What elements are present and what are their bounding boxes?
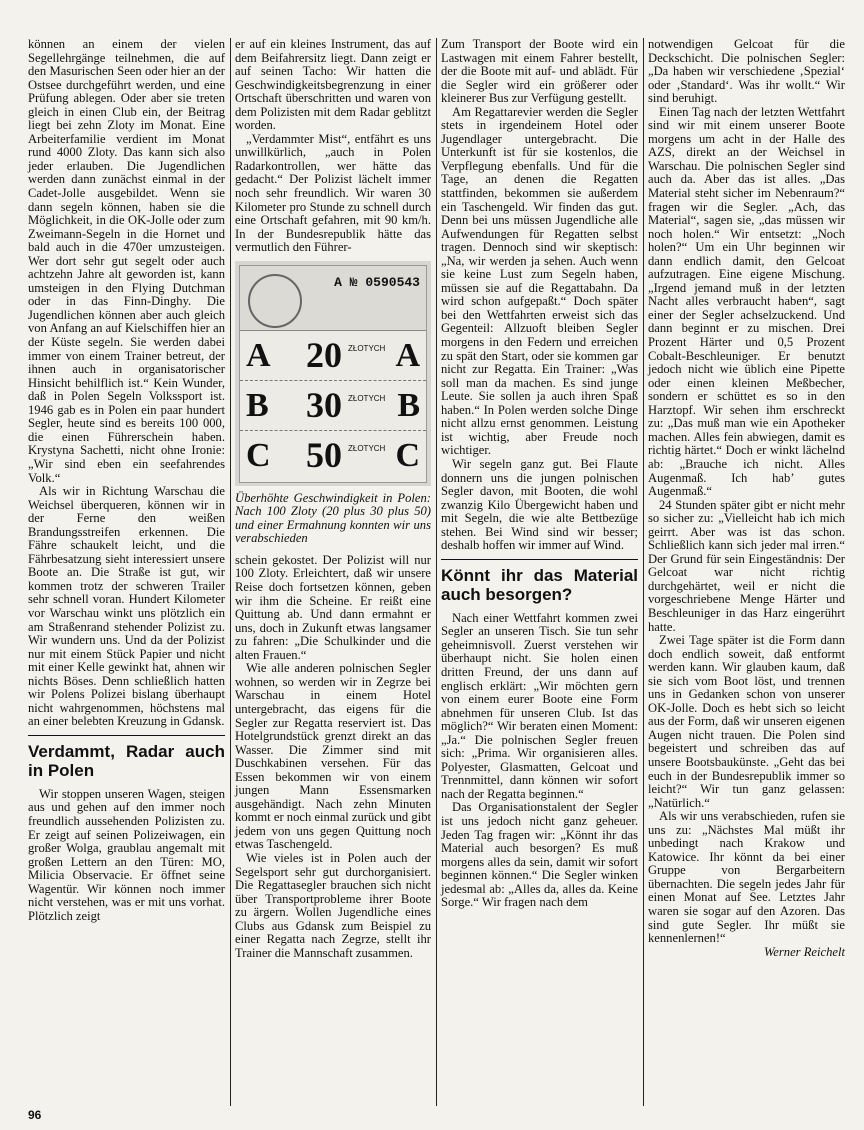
ticket-letter: C (395, 436, 420, 474)
ticket-serial: A № 0590543 (334, 274, 420, 290)
author-byline: Werner Reichelt (763, 944, 845, 959)
section-heading: Verdammt, Radar auch in Polen (28, 735, 225, 780)
paragraph: Am Regattarevier werden die Segler stets in irgendeinem Hotel oder Jugendlager untergebracht. Die Unterkunft ist für sie kostenlos, die Verpflegung ebenfalls. Und für die Tage, an denen die Regatten stattfinden, bekommen sie außerdem ein Taschengeld. Wir finden das gut. Denn bei uns müssen Jugendliche alle Aufwendungen für Regatten selbst tragen. Dennoch sind wir skeptisch: „Na, wir werden ja sehen. Auch wenn sie keine Lust zum Segeln haben, müssen sie auf die Regattabahn. Da wird schon aufgepaßt.“ Doch später bei den Wettfahrten erweist sich das Gegenteil: Allzuoft bleiben Segler morgens in den Federn und erreichen zu spät den Start, oder sie kommen gar nicht zur Regatta. Ein Trainer: „Was soll man da machen. Es sind junge Leute. Sie sollen ja auch ihren Spaß haben.“ In Polen werden solche Dinge nicht allzu ernst genommen. Leistung ist wichtig, aber Freude noch wichtiger. (441, 104, 638, 458)
paragraph: „Verdammter Mist“, entfährt es uns unwillkürlich, „auch in Polen Radarkontrollen, wer hätte das gedacht.“ Der Polizist lächelt immer noch sehr freundlich. Wir waren 30 Kilometer pro Stunde zu schnell durch eine Ortschaft gefahren, mit 90 km/h. In der Bundesrepublik hätte das vermutlich den Führer- (235, 131, 431, 255)
paragraph: schein gekostet. Der Polizist will nur 100 Zloty. Erleichtert, daß wir unsere Reise doch fortsetzen können, geben wir ihm die Scheine. Er reißt eine Quittung ab. Und dann ermahnt er uns, doch in Zukunft etwas langsamer zu fahren: „Die Schulkinder und die alten Frauen.“ (235, 552, 431, 662)
paragraph: Zum Transport der Boote wird ein Lastwagen mit einem Fahrer bestellt, der die Boote mit auf- und ablädt. Für die Segler wird ein größerer oder kleinerer Bus zur Verfügung gestellt. (441, 37, 638, 106)
fine-ticket (239, 265, 427, 483)
paragraph: Wir segeln ganz gut. Bei Flaute donnern uns die jungen polnischen Segler davon, mit Booten, die wohl zwanzig Kilo Übergewicht haben und mit Segeln, die wie alte Bettbezüge stehen. Bei Wind sind wir besser; deshalb hoffen wir immer auf Wind. (441, 456, 638, 553)
photo-caption: Überhöhte Geschwindigkeit in Polen: Nach 100 Zloty (20 plus 30 plus 50) und einer Ermahnung konnten wir uns verabschieden (235, 490, 431, 546)
ticket-amount: 20 (306, 334, 342, 375)
ticket-letter: A (246, 336, 271, 374)
column-rule (643, 38, 644, 1106)
column-rule (436, 38, 437, 1106)
paragraph: Als wir in Richtung Warschau die Weichsel überqueren, können wir in der Ferne den weißen Brandungsstreifen erkennen. Die Fähre schaukelt leicht, und die Fährbesatzung sieht interessiert unsere Boote an. Die Straße ist gut, wir kommen trotz der schweren Trailer sehr schnell voran. Hundert Kilometer vor Warschau winkt uns plötzlich ein am Straßenrand stehender Polizist zu. Wir wundern uns. Und da der Polizist nur mit einem Stück Papier und nicht mit einer Kelle gewinkt hat, ahnen wir nichts Böses. Denn schließlich hatten wir Polens Polizei bislang überhaupt nicht wahrgenommen, höchstens mal an einer belebten Kreuzung in Gdansk. (28, 484, 225, 729)
paragraph: notwendigen Gelcoat für die Deckschicht. Die polnischen Segler: „Da haben wir verschiedene ‚Spezial‘ oder ‚Standard‘. Was ihr wollt.“ Wir sind beruhigt. (648, 37, 845, 106)
column-2 (235, 38, 431, 960)
paragraph: Nach einer Wettfahrt kommen zwei Segler an unseren Tisch. Sie tun sehr geheimnisvoll. Zuerst verstehen wir überhaupt nicht. Sie holen einen dritten Freund, der uns dann auf englisch erklärt: „Wir möchten gern von einem eurer Boote eine Form abnehmen für unseren Club. Ist das möglich?“ Wir beraten einen Moment: „Ja.“ Die polnischen Segler freuen sich: „Prima. Wir organisieren alles. Polyester, Glasmatten, Gelcoat und Trennmittel, dann können wir sofort nach der Regatta beginnen.“ (441, 610, 638, 801)
ticket-unit: ZŁOTYCH (348, 443, 386, 453)
ticket-amount: 50 (306, 434, 342, 475)
stamp-icon (248, 274, 302, 328)
paragraph: Wir stoppen unseren Wagen, steigen aus und gehen auf den immer noch freundlich aussehenden Polizisten zu. Er zeigt auf seinen Polizeiwagen, ein großer Wolga, graublau angemalt mit großen Lettern an den Türen: MO, Milicia Observacie. Er öffnet seine Wagentür. Wir können noch immer nicht verstehen, was er mit uns vorhat. Plötzlich zeigt (28, 786, 225, 923)
ticket-letter: A (395, 336, 420, 374)
page-number: 96 (28, 1108, 42, 1122)
paragraph: Zwei Tage später ist die Form dann doch endlich soweit, daß entformt werden kann. Wir glauben kaum, daß sie sich vom Boot löst, und trennen uns in Gedanken schon von unserer OK-Jolle. Doch es hebt sich so leicht aus der Form, daß wir unseren eigenen Augen nicht trauen. Die Polen sind begeistert und schreiben das auf unsere Bootsbaukünste. „Geht das bei euch in der Bundesrepublik immer so leicht?“ Wir tun ganz gelassen: „Natürlich.“ (648, 633, 845, 810)
column-4 (648, 38, 845, 959)
paragraph: 24 Stunden später gibt er nicht mehr so sicher zu: „Vielleicht hab ich mich geirrt. Aber was ist das schon. Schließlich kann sich jeder mal irren.“ Der Grund für sein Eingeständnis: Der Gelcoat war nicht richtig durchgehärtet, weil er nicht die vorgeschriebene Menge Härter und Beschleuniger in das Harz eingerührt hatte. (648, 497, 845, 634)
paragraph: Das Organisationstalent der Segler ist uns jedoch nicht ganz geheuer. Jeden Tag fragen wir: „Könnt ihr das Material auch besorgen? Es muß morgens alles da sein, damit wir sofort beginnen können.“ Die Segler winken jedesmal ab: „Alles da, alles da. Keine Sorge.“ Wir fragen nach dem (441, 800, 638, 910)
paragraph: Wie alle anderen polnischen Segler wohnen, so werden wir in Zegrze bei Warschau in einem Hotel untergebracht, das eigens für die Segler zur Regatta reserviert ist. Das Hotelgrundstück grenzt direkt an das Wasser. Die Zimmer sind mit Duschkabinen versehen. Für das Essen bekommen wir von einem jungen Mann Essensmarken ausgehändigt. Nach zehn Minuten kommt er noch einmal zurück und gibt jedem von uns gegen Quittung noch etwas Taschengeld. (235, 661, 431, 852)
column-rule (230, 38, 231, 1106)
ticket-unit: ZŁOTYCH (348, 343, 386, 353)
ticket-photo (235, 261, 431, 486)
paragraph: Als wir uns verabschieden, rufen sie uns zu: „Nächstes Mal müßt ihr unbedingt nach Krakow und Katowice. Ihr könnt da bei einer Gruppe von Bergarbeitern übernachten. Die segeln jedes Jahr für einen Monat auf See. Letztes Jahr waren sie sogar auf den Azoren. Das sind gute Segler. Ihr müßt sie kennenlernen!“ (648, 809, 845, 946)
ticket-row (240, 382, 426, 431)
ticket-row (240, 332, 426, 381)
ticket-letter: C (246, 436, 271, 474)
ticket-letter: B (397, 386, 420, 424)
paragraph: Einen Tag nach der letzten Wettfahrt sind wir mit einem unserer Boote morgens um acht in der Halle des AZS, direkt an der Weichsel in Warschau. Die polnischen Segler sind auch da. Aber das ist alles. „Das Material steht sicher im Nebenraum?“ fragen wir die Segler. „Ach, das Material“, sagen sie, „das müssen wir noch holen.“ Wir entsetzt: „Noch holen?“ Um ein Uhr beginnen wir dann endlich damit, den Gelcoat aufzutragen. Eine eigene Mischung. „Irgend jemand muß in der letzten Nacht alles verbraucht haben“, sagt einer der Segler achselzuckend. Und dann beginnt er zu mischen. Drei Prozent Härter und 0,5 Prozent Cobalt-Beschleuniger. Er benutzt jedoch nicht wie üblich eine Pipette oder einen kleinen Meßbecher, sondern er schüttet es so in den Harztopf. Wir sehen ihm erschreckt zu: „Das muß man wie ein Apotheker machen. Alles fein abwiegen, damit es richtig härtet.“ Doch er winkt lächelnd ab: „Brauche ich nicht. Alles Augenmaß. Ich hab’ gutes Augenmaß.“ (648, 104, 845, 499)
paragraph: Wie vieles ist in Polen auch der Segelsport sehr gut durchorganisiert. Die Regattasegler brauchen sich nicht über Transportprobleme ihrer Boote zu ärgern. Wollen Jugendliche eines Clubs aus Gdansk zum Beispiel zu einer Regatta nach Zegrze, stellt ihr Trainer die Mannschaft zusammen. (235, 850, 431, 960)
section-heading: Könnt ihr das Material auch besorgen? (441, 559, 638, 604)
paragraph: können an einem der vielen Segellehrgänge teilnehmen, die auf den Masurischen Seen oder hier an der Ostsee durchgeführt werden, und eine Prüfung ablegen. Oder aber sie treten gleich in einen Club ein, der Beitrag liegt bei zehn Zloty im Monat. Eine Arbeiterfamilie verdient im Monat rund 4000 Zloty. Das kann sich also jeder erlauben. Die Jugendlichen werden dann zunächst einmal in der Cadet-Jolle ausgebildet. Wenn sie dann segeln können, haben sie die Möglichkeit, in die OK-Jolle oder zum Zweimann-Segeln in die Hornet und bald auch in die 470er umzusteigen. Wer dort sehr gut segelt oder auch achtzehn Jahre alt geworden ist, kann umsteigen in den Flying Dutchman oder in das Finn-Dinghy. Die Jugendlichen können aber auch gleich von Anfang an auf Kielschiffen hier an der Küste segeln. Sie werden dabei immer von einem Trainer betreut, der ihnen auch in organisatorischer Hinsicht behilflich ist.“ Kein Wunder, daß in Polen Segeln Volkssport ist. 1946 gab es in Polen ein paar hundert Segler, heute sind es bereits 100 000, die einen Führerschein haben. Krystyna Sachetti, nicht ohne Ironie: „Wir sind eben ein seefahrendes Volk.“ (28, 37, 225, 485)
ticket-unit: ZŁOTYCH (348, 393, 386, 403)
ticket-row (240, 432, 426, 480)
column-3 (441, 38, 638, 910)
column-1 (28, 38, 225, 923)
ticket-amount: 30 (306, 384, 342, 425)
paragraph: er auf ein kleines Instrument, das auf dem Beifahrersitz liegt. Dann zeigt er auf seinen Tacho: Wir hatten die Geschwindigkeitsbegrenzung in einer Ortschaft überschritten und waren von dem Polizisten mit dem Radar geblitzt worden. (235, 37, 431, 133)
ticket-letter: B (246, 386, 269, 424)
